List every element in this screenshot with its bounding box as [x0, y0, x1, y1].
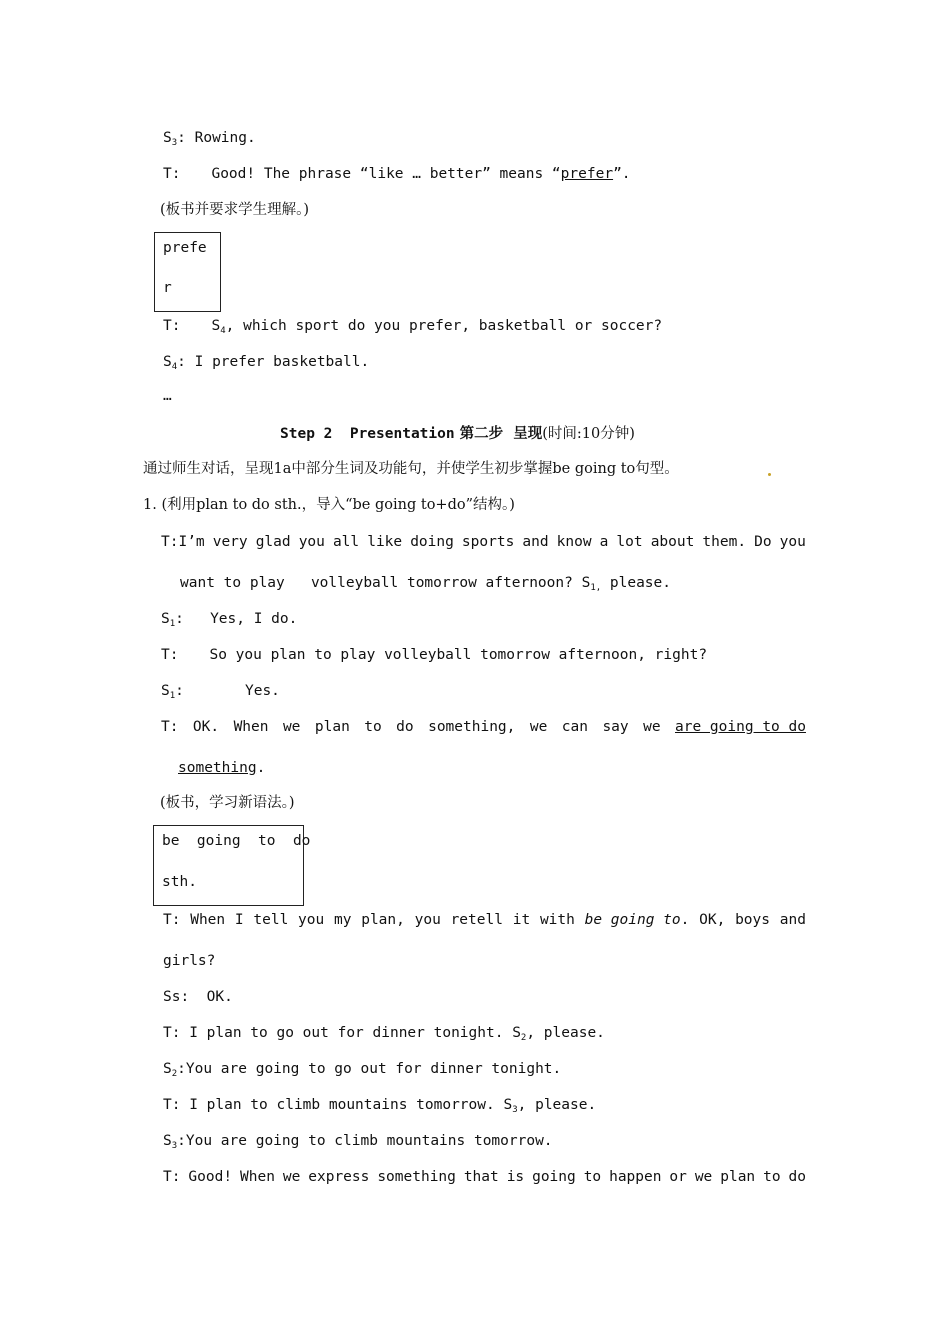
word: doing	[410, 534, 454, 550]
word: sports	[461, 534, 515, 550]
line-t-which-sport: T: $S_4$, which sport do you prefer, basketball or soccer?	[163, 318, 663, 336]
word: OK.	[192, 719, 220, 735]
line-s1-yes-i-do: $S_1$: Yes, I do.	[161, 611, 298, 629]
board-text-line1: prefe	[163, 240, 207, 256]
word: Do	[754, 534, 772, 550]
word: can	[561, 719, 588, 735]
word: we	[282, 1169, 301, 1185]
word: happen	[609, 1169, 662, 1185]
underlined-phrase: are going to do	[675, 719, 806, 735]
word: very	[212, 534, 248, 550]
word: When	[190, 912, 226, 928]
line-something: something.	[178, 760, 266, 776]
line-s4-answer: $S_4$: I prefer basketball.	[163, 354, 370, 372]
word: it	[512, 912, 531, 928]
word: you	[414, 912, 441, 928]
word: plan	[314, 719, 350, 735]
word: you	[779, 534, 806, 550]
word: something,	[428, 719, 516, 735]
word: know	[556, 534, 592, 550]
line-note-grammar: (板书，学习新语法。)	[160, 795, 295, 811]
line-girls: girls?	[163, 953, 216, 969]
word: boys	[735, 912, 770, 928]
line-t-mountains: T: I plan to climb mountains tomorrow. $S_3$, please.	[163, 1097, 597, 1115]
word: plan	[720, 1169, 756, 1185]
step-heading: Step 2 Presentation 第二步 呈现(时间:10分钟)	[280, 425, 635, 442]
line-t-dinner: T: I plan to go out for dinner tonight. $S_2$, please.	[163, 1025, 605, 1043]
line-ss-ok: Ss: OK.	[163, 989, 233, 1005]
word: When	[240, 1169, 275, 1185]
word: T:	[163, 912, 181, 928]
line-t-ok-when	[161, 717, 806, 737]
word: all	[332, 534, 360, 550]
word: is	[506, 1169, 525, 1185]
line-ellipsis: …	[163, 388, 172, 404]
word: we	[643, 719, 661, 735]
word: or	[669, 1169, 687, 1185]
board-box-prefer	[154, 232, 221, 312]
word: and	[779, 912, 806, 928]
word: we	[529, 719, 548, 735]
decorative-dot	[768, 473, 771, 476]
word: with	[539, 912, 575, 928]
word: we	[694, 1169, 713, 1185]
line-t-so-you-plan: T: So you plan to play volleyball tomorrow afternoon, right?	[161, 647, 708, 663]
word: to	[364, 719, 382, 735]
word: glad	[255, 534, 291, 550]
line-t-phrase: T: Good! The phrase “like … better” means “prefer”.	[163, 166, 631, 182]
word: a	[599, 534, 609, 550]
line-intro: 通过师生对话，呈现1a中部分生词及功能句，并使学生初步掌握be going to句型。	[143, 461, 679, 477]
word: tell	[253, 912, 289, 928]
line-t-when-i-tell	[163, 910, 806, 930]
word: OK,	[699, 912, 726, 928]
word: lot	[616, 534, 643, 550]
word: do	[396, 719, 414, 735]
line-item-1: 1. (利用plan to do sth.，导入“be going to+do”结构。)	[143, 497, 515, 513]
line-t-good-express	[163, 1167, 806, 1187]
word: plan,	[361, 912, 405, 928]
italic-phrase: be going to	[584, 912, 681, 928]
word: something	[377, 1169, 456, 1185]
line-want-to-play: want to play volleyball tomorrow afternoon? $S_{1,}$ please.	[180, 575, 671, 593]
word: Good!	[188, 1169, 233, 1185]
board-text-line1: be going to do	[162, 833, 311, 849]
word: When	[233, 719, 269, 735]
word: T:I’m	[161, 534, 205, 550]
word: to	[763, 1169, 781, 1185]
word: and	[522, 534, 549, 550]
word: about	[650, 534, 695, 550]
word: like	[367, 534, 403, 550]
line-s2-dinner: $S_2:You$ are going to go out for dinner tonight.	[163, 1061, 562, 1079]
line-s1-yes: $S_1$: Yes.	[161, 683, 280, 701]
word: my	[334, 912, 352, 928]
word: I	[234, 912, 244, 928]
word: going	[532, 1169, 576, 1185]
word: them.	[702, 534, 747, 550]
line-s3-rowing: $S_3$: Rowing.	[163, 130, 256, 148]
word: express	[308, 1169, 370, 1185]
word: be going to.	[584, 912, 690, 928]
word: that	[463, 1169, 499, 1185]
line-s3-mountains: $S_3:You$ are going to climb mountains tomorrow.	[163, 1133, 553, 1151]
board-box-be-going-to	[153, 825, 311, 906]
board-text-line2: r	[163, 280, 172, 296]
word: you	[298, 912, 325, 928]
word: do	[788, 1169, 806, 1185]
word: retell	[450, 912, 503, 928]
word: T:	[163, 1169, 181, 1185]
word: to	[583, 1169, 602, 1185]
word: T:	[161, 719, 179, 735]
line-t-glad	[161, 532, 806, 552]
board-text-line2: sth.	[162, 874, 197, 890]
line-note-board: (板书并要求学生理解。)	[160, 202, 310, 218]
word: you	[298, 534, 325, 550]
word: we	[282, 719, 301, 735]
word: say	[602, 719, 629, 735]
